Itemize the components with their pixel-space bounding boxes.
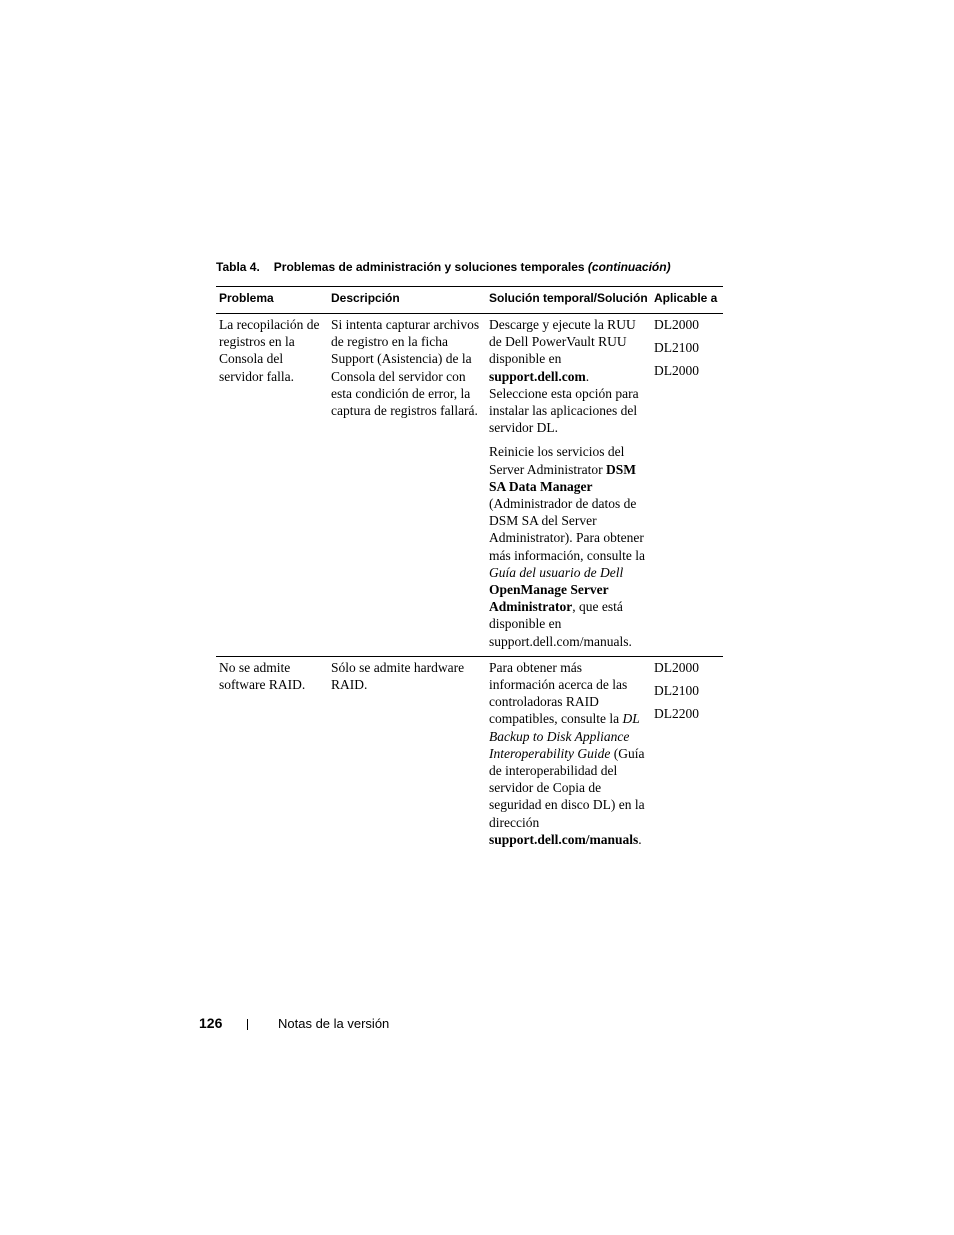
table-row bbox=[216, 656, 723, 854]
cell-solution bbox=[486, 656, 651, 854]
footer-separator bbox=[247, 1019, 248, 1030]
solution-service-name: DSM SA Data Manager bbox=[489, 461, 636, 494]
solution-text: . Seleccione esta opción para instalar las aplicaciones del servidor DL. bbox=[489, 368, 639, 436]
page-footer bbox=[199, 1015, 390, 1031]
header-description: Descripción bbox=[328, 287, 486, 314]
footer-section-title: Notas de la versión bbox=[278, 1016, 390, 1031]
solution-paragraph bbox=[489, 659, 648, 848]
table-caption-title: Problemas de administración y soluciones temporales bbox=[273, 260, 585, 274]
solution-text: (Guía de interoperabilidad del servidor de Copia de seguridad en disco DL) en la dirección bbox=[489, 745, 645, 830]
model-label: DL2000 bbox=[654, 659, 699, 675]
cell-description: Sólo se admite hardware RAID. bbox=[331, 659, 465, 693]
header-solution: Solución temporal/Solución bbox=[486, 287, 651, 314]
table-row bbox=[216, 314, 723, 657]
solution-product-name: OpenManage Server Administrator bbox=[489, 582, 609, 615]
table-caption-continued: (continuación) bbox=[587, 260, 671, 274]
model-label: DL2100 bbox=[654, 340, 699, 356]
solution-link-text: support.dell.com/manuals bbox=[489, 831, 639, 847]
solution-text: . bbox=[638, 831, 642, 847]
cell-problem: No se admite software RAID. bbox=[219, 659, 306, 693]
header-applies: Aplicable a bbox=[651, 287, 723, 314]
solution-text: (Administrador de datos de DSM SA del Server Administrator). Para obtener más información, consulte la bbox=[489, 496, 645, 563]
solution-guide-title: DL Backup to Disk Appliance Interoperability Guide bbox=[489, 711, 640, 761]
solution-paragraph bbox=[489, 443, 648, 649]
solution-text: , que está disponible en support.dell.com/manuals. bbox=[489, 599, 632, 649]
solution-guide-title: Guía del usuario de Dell bbox=[489, 564, 624, 580]
issues-table bbox=[216, 286, 723, 854]
solution-text: Para obtener más información acerca de las controladoras RAID compatibles, consulte la bbox=[489, 659, 628, 727]
solution-text: Descarge y ejecute la RUU de Dell PowerVault RUU disponible en bbox=[489, 317, 636, 367]
page-number: 126 bbox=[199, 1015, 223, 1031]
cell-solution bbox=[486, 314, 651, 657]
cell-description: Si intenta capturar archivos de registro en la ficha Support (Asistencia) de la Consola del servidor con esta condición de error, la captura de registros fallará. bbox=[328, 314, 486, 657]
model-label: DL2200 bbox=[654, 706, 699, 722]
model-label: DL2000 bbox=[654, 363, 699, 379]
cell-problem: La recopilación de registros en la Consola del servidor falla. bbox=[216, 314, 328, 657]
header-problem: Problema bbox=[216, 287, 328, 314]
cell-applies bbox=[651, 314, 723, 657]
table-caption bbox=[216, 260, 671, 274]
table-header-row bbox=[216, 287, 723, 314]
table-caption-number: Tabla 4. bbox=[216, 260, 260, 274]
solution-link-text: support.dell.com bbox=[489, 368, 586, 384]
model-label: DL2100 bbox=[654, 683, 699, 699]
solution-paragraph bbox=[489, 316, 648, 436]
solution-text: Reinicie los servicios del Server Administrator bbox=[489, 444, 625, 477]
cell-applies bbox=[651, 656, 723, 854]
model-label: DL2000 bbox=[654, 317, 699, 332]
